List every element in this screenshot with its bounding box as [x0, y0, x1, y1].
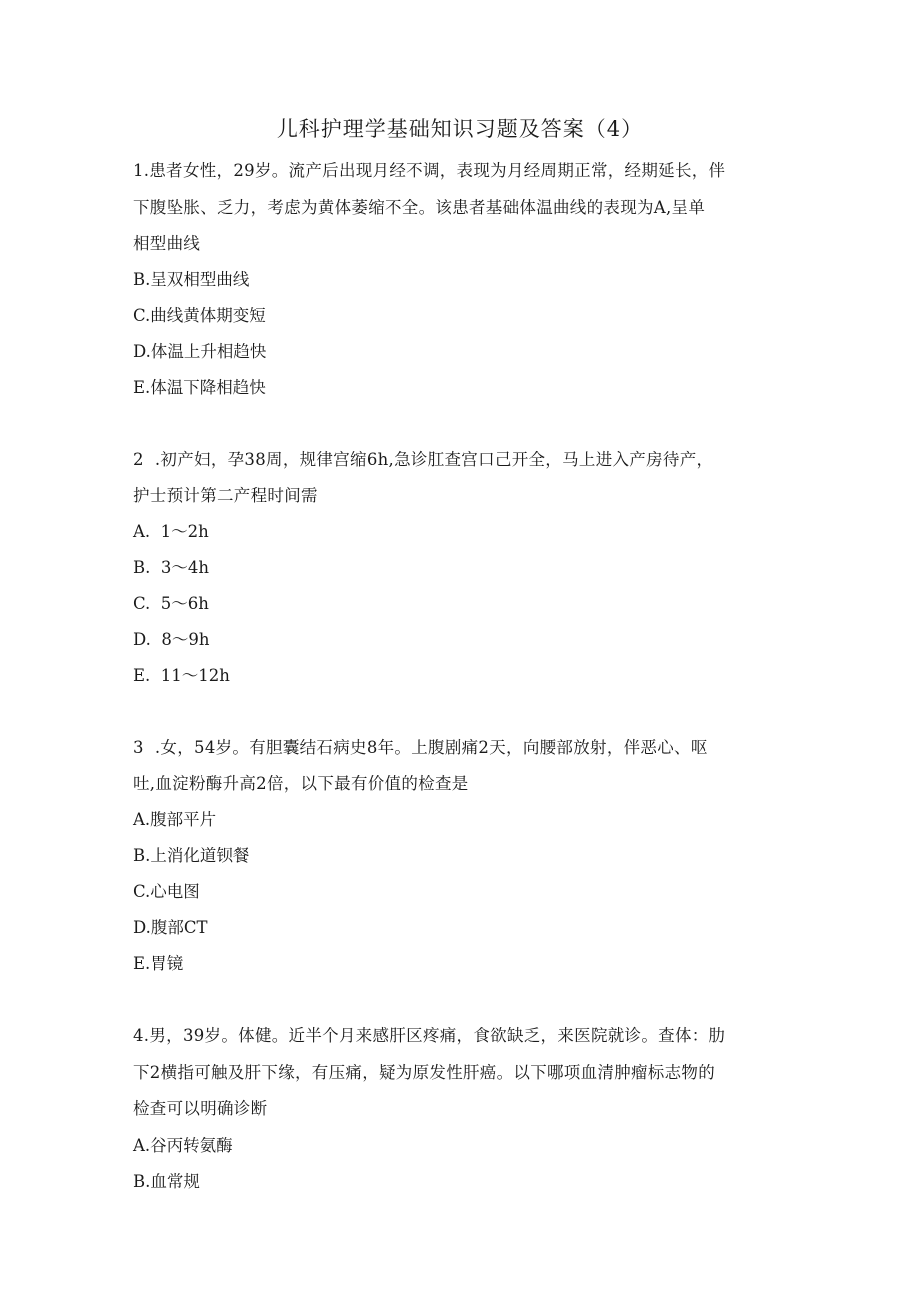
question-1-stem-line-3: 相型曲线: [133, 234, 201, 253]
question-1-stem-line-2: 下腹坠胀、乏力，考虑为黄体萎缩不全。该患者基础体温曲线的表现为A,呈单: [133, 198, 706, 217]
question-3-option-b: B.上消化道钡餐: [133, 846, 250, 865]
question-1-option-e: E.体温下降相趋快: [133, 378, 266, 397]
question-2-option-e: E. 11～12h: [133, 666, 230, 685]
question-1-option-c: C.曲线黄体期变短: [133, 306, 266, 325]
question-3-stem-line-1: 3 .女，54岁。有胆囊结石病史8年。上腹剧痛2天，向腰部放射，伴恶心、呕: [133, 738, 708, 757]
question-2-option-d: D. 8～9h: [133, 630, 210, 649]
question-3-stem-line-2: 吐,血淀粉酶升高2倍，以下最有价值的检查是: [133, 774, 469, 793]
question-1-option-b: B.呈双相型曲线: [133, 270, 250, 289]
question-3-option-e: E.胃镜: [133, 954, 184, 973]
question-3-option-a: A.腹部平片: [133, 810, 217, 829]
question-4-stem-line-1: 4.男，39岁。体健。近半个月来感肝区疼痛，食欲缺乏，来医院就诊。查体：肋: [133, 1026, 726, 1045]
question-3-option-c: C.心电图: [133, 882, 200, 901]
question-1-option-d: D.体温上升相趋快: [133, 342, 267, 361]
question-1-stem-line-1: 1.患者女性，29岁。流产后出现月经不调，表现为月经周期正常，经期延长，伴: [133, 161, 726, 180]
question-4-option-a: A.谷丙转氨酶: [133, 1136, 233, 1155]
question-4-option-b: B.血常规: [133, 1172, 200, 1191]
question-4-stem-line-2: 下2横指可触及肝下缘，有压痛，疑为原发性肝癌。以下哪项血清肿瘤标志物的: [133, 1063, 715, 1082]
question-2-stem-line-2: 护士预计第二产程时间需: [133, 486, 318, 505]
question-2-option-b: B. 3～4h: [133, 558, 209, 577]
question-3-option-d: D.腹部CT: [133, 918, 208, 937]
question-2-option-c: C. 5～6h: [133, 594, 209, 613]
question-2-option-a: A. 1～2h: [133, 522, 209, 541]
question-2-stem-line-1: 2 .初产妇，孕38周，规律宫缩6h,急诊肛查宫口己开全，马上进入产房待产，: [133, 450, 714, 469]
question-4-stem-line-3: 检查可以明确诊断: [133, 1099, 268, 1118]
document-title: 儿科护理学基础知识习题及答案（4）: [276, 117, 644, 141]
